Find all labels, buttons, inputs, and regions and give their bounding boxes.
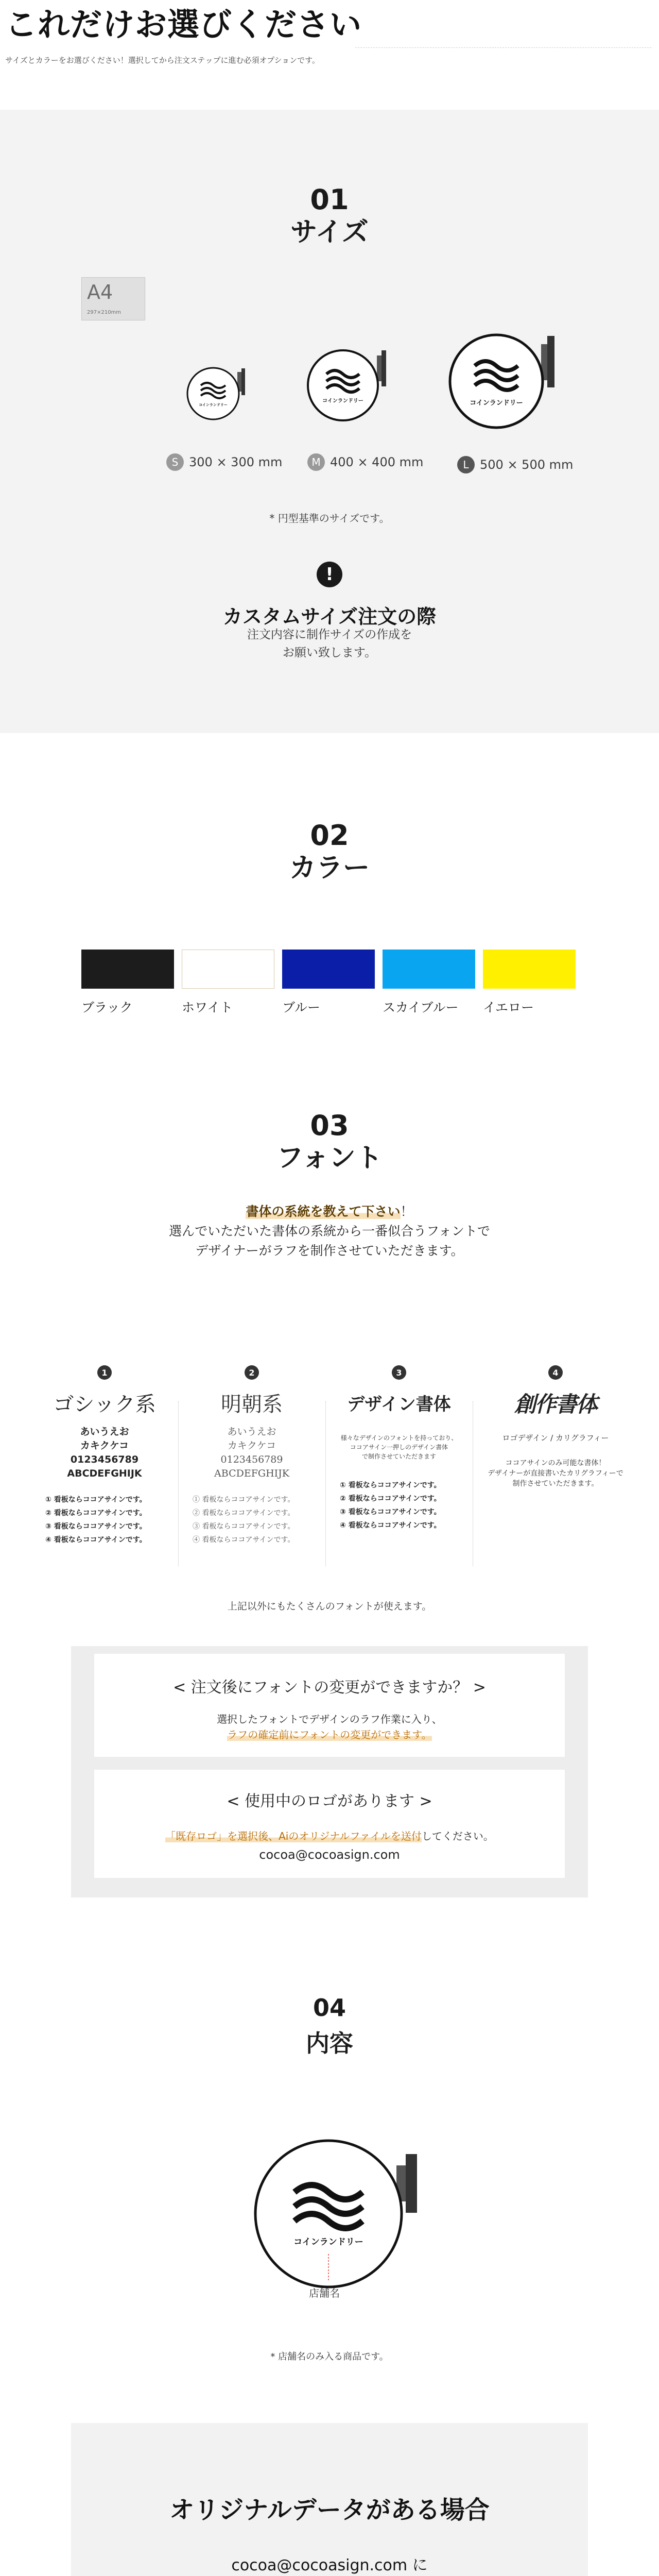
a4-reference bbox=[81, 277, 145, 320]
font-sample bbox=[31, 1425, 178, 1481]
size-label: 400 × 400 mm bbox=[330, 455, 424, 469]
sign-circle bbox=[308, 350, 378, 420]
page-subtitle: サイズとカラーをお選びください！選択してから注文ステップに進む必須オプションです。 bbox=[5, 56, 320, 65]
font-sample-item: ③ 看板ならココアサインです。 bbox=[193, 1522, 295, 1531]
section-number: 03 bbox=[310, 1109, 349, 1142]
sign-text: コインランドリー bbox=[293, 2237, 363, 2247]
font-sample-line: ABCDEFGHIJK bbox=[67, 1468, 142, 1479]
sign-circle bbox=[255, 2141, 402, 2287]
section-title: フォント bbox=[276, 1143, 383, 1174]
font-note: 上記以外にもたくさんのフォントが使えます。 bbox=[227, 1601, 432, 1612]
contents-number: 04 bbox=[313, 1994, 346, 2022]
font-number-badge: 4 bbox=[548, 1365, 563, 1380]
font-sample-item: ① 看板ならココアサインです。 bbox=[340, 1481, 441, 1489]
size-badge: S bbox=[166, 453, 184, 471]
font-sample-item: ④ 看板ならココアサインです。 bbox=[45, 1536, 147, 1544]
sign-medium-illustration bbox=[305, 340, 400, 430]
font-sample-list bbox=[31, 1493, 178, 1547]
font-sample-item: ③ 看板ならココアサインです。 bbox=[340, 1508, 441, 1516]
font-lead-line: デザイナーがラフを制作させていただきます。 bbox=[195, 1243, 464, 1258]
faq-answer-highlight bbox=[94, 1727, 565, 1742]
font-type-desc bbox=[325, 1433, 473, 1461]
font-sample-item: ④ 看板ならココアサインです。 bbox=[340, 1521, 441, 1530]
page-title: これだけお選びください bbox=[5, 6, 362, 43]
bracket-plate bbox=[547, 336, 554, 387]
faq-font-change bbox=[94, 1654, 565, 1757]
section-title: サイズ bbox=[290, 217, 369, 248]
sign-text: コインランドリー bbox=[199, 403, 228, 407]
faq-answer-highlight: 「既存ロゴ」を選択後、Aiのオリジナルファイルを送付 bbox=[165, 1830, 422, 1842]
faq-answer-line bbox=[94, 1828, 565, 1844]
contents-title: 内容 bbox=[306, 2029, 353, 2057]
size-badge: L bbox=[457, 456, 475, 473]
font-number-badge: 1 bbox=[97, 1365, 112, 1380]
color-name: イエロー bbox=[483, 1000, 534, 1015]
sign-contents-illustration bbox=[252, 2130, 435, 2300]
size-heading bbox=[0, 184, 659, 249]
font-sample-line: ABCDEFGHIJK bbox=[214, 1468, 289, 1479]
faq-email-link[interactable]: cocoa@cocoasign.com bbox=[259, 1848, 400, 1862]
bracket-plate bbox=[241, 368, 245, 395]
faq-answer-tail: してください。 bbox=[421, 1830, 494, 1842]
contents-caption: 店舗名 bbox=[309, 2287, 340, 2299]
font-sample-item: ④ 看板ならココアサインです。 bbox=[193, 1536, 295, 1544]
font-lead-emphasis-line bbox=[0, 1202, 659, 1222]
header bbox=[5, 4, 651, 65]
size-option-s[interactable] bbox=[166, 453, 282, 471]
size-note: * 円型基準のサイズです。 bbox=[269, 512, 390, 524]
faq-title: < 注文後にフォントの変更ができますか？ > bbox=[173, 1679, 486, 1697]
faq-title: < 使用中のロゴがあります > bbox=[227, 1792, 432, 1810]
faq-box bbox=[71, 1646, 588, 1897]
font-sample-item: ① 看板ならココアサインです。 bbox=[45, 1496, 147, 1504]
original-data-title: オリジナルデータがある場合 bbox=[169, 2496, 490, 2524]
font-number-badge: 3 bbox=[392, 1365, 406, 1380]
font-desc-line: 制作させていただきます。 bbox=[512, 1480, 599, 1488]
font-sample-item: ① 看板ならココアサインです。 bbox=[193, 1496, 295, 1504]
font-desc-line: で制作させていただきます bbox=[361, 1453, 436, 1460]
font-type-design[interactable] bbox=[325, 1365, 473, 1532]
font-sample bbox=[178, 1425, 325, 1481]
font-desc-line: ココアサイン一押しのデザイン書体 bbox=[350, 1444, 448, 1451]
font-desc-line: デザイナーが直接書いたカリグラフィーで bbox=[488, 1469, 623, 1478]
faq-answer-highlight-text: ラフの確定前にフォントの変更ができます。 bbox=[227, 1728, 432, 1741]
font-type-desc bbox=[482, 1458, 629, 1489]
custom-size-desc bbox=[0, 626, 659, 662]
color-swatch-yellow[interactable] bbox=[483, 950, 576, 989]
size-option-m[interactable] bbox=[307, 453, 423, 471]
color-heading bbox=[0, 820, 659, 885]
color-swatch-blue[interactable] bbox=[282, 950, 375, 989]
size-option-l[interactable] bbox=[457, 456, 573, 473]
sign-text: コインランドリー bbox=[470, 399, 523, 407]
mail-line: cocoa@cocoasign.com に bbox=[231, 2556, 428, 2574]
size-badge: M bbox=[307, 453, 325, 471]
color-name: ブルー bbox=[282, 1000, 321, 1015]
font-type-subtitle: ロゴデザイン / カリグラフィー bbox=[502, 1433, 609, 1443]
font-number-badge: 2 bbox=[245, 1365, 259, 1380]
font-desc-line: ココアサインのみ可能な書体！ bbox=[505, 1459, 606, 1467]
font-sample-item: ③ 看板ならココアサインです。 bbox=[45, 1522, 147, 1531]
faq-answer-line: 選択したフォントでデザインのラフ作業に入り、 bbox=[217, 1713, 442, 1725]
size-label: 300 × 300 mm bbox=[189, 455, 283, 469]
color-swatch-skyblue[interactable] bbox=[383, 950, 475, 989]
font-lead bbox=[0, 1202, 659, 1261]
font-sample-line: 0123456789 bbox=[220, 1454, 283, 1465]
font-type-gothic[interactable] bbox=[31, 1365, 178, 1547]
sign-circle bbox=[450, 335, 543, 428]
custom-size-desc-line: お願い致します。 bbox=[282, 646, 377, 659]
section-number: 02 bbox=[310, 819, 349, 852]
font-sample-list bbox=[178, 1493, 325, 1547]
size-label: 500 × 500 mm bbox=[480, 457, 574, 472]
font-sample-line: カキクケコ bbox=[227, 1440, 276, 1451]
font-sample-item: ② 看板ならココアサインです。 bbox=[340, 1495, 441, 1503]
font-sample-line: 0123456789 bbox=[70, 1454, 139, 1465]
original-data-mail bbox=[71, 2554, 588, 2576]
header-rule bbox=[355, 47, 651, 48]
color-name: スカイブルー bbox=[383, 1000, 459, 1015]
font-heading bbox=[0, 1110, 659, 1175]
font-sample-item: ② 看板ならココアサインです。 bbox=[45, 1509, 147, 1517]
font-desc-line: 様々なデザインのフォントを持っており、 bbox=[340, 1434, 458, 1442]
font-sample-list bbox=[325, 1479, 473, 1532]
section-number: 01 bbox=[310, 183, 349, 216]
original-data-box bbox=[71, 2423, 588, 2576]
contents-note: * 店舗名のみ入る商品です。 bbox=[270, 2351, 389, 2362]
sign-circle bbox=[187, 368, 239, 419]
font-type-title: デザイン書体 bbox=[347, 1394, 451, 1415]
color-name: ブラック bbox=[81, 1000, 133, 1015]
color-swatch-white[interactable] bbox=[182, 950, 274, 989]
font-sample-line: あいうえお bbox=[227, 1426, 276, 1437]
a4-label: A4 bbox=[87, 281, 113, 303]
font-lead-emphasis-tail: ！ bbox=[400, 1204, 413, 1219]
font-type-mincho[interactable] bbox=[178, 1365, 325, 1547]
bracket-plate bbox=[406, 2154, 417, 2213]
bracket-plate bbox=[381, 350, 386, 386]
custom-size-desc-line: 注文内容に制作サイズの作成を bbox=[247, 628, 412, 641]
font-type-title: 明朝系 bbox=[221, 1393, 283, 1416]
faq-existing-logo bbox=[94, 1770, 565, 1878]
font-sample-line: あいうえお bbox=[80, 1426, 129, 1437]
color-swatch-black[interactable] bbox=[81, 950, 174, 989]
section-title: カラー bbox=[289, 853, 370, 884]
font-lead-line: 選んでいただいた書体の系統から一番似合うフォントで bbox=[169, 1224, 490, 1239]
exclamation-icon: ! bbox=[317, 562, 342, 587]
a4-dimension: 297×210mm bbox=[87, 310, 122, 315]
custom-size-title: カスタムサイズ注文の際 bbox=[222, 605, 437, 628]
font-type-title: ゴシック系 bbox=[53, 1393, 156, 1416]
font-sample-item: ② 看板ならココアサインです。 bbox=[193, 1509, 295, 1517]
font-type-calligraphy[interactable] bbox=[482, 1365, 629, 1489]
color-name: ホワイト bbox=[182, 1000, 233, 1015]
font-sample-line: カキクケコ bbox=[80, 1440, 129, 1451]
sign-small-illustration bbox=[184, 360, 256, 427]
font-lead-emphasis: 書体の系統を教えて下さい bbox=[246, 1204, 401, 1219]
sign-large-illustration bbox=[446, 324, 577, 442]
sign-text: コインランドリー bbox=[322, 398, 363, 404]
font-type-title: 創作書体 bbox=[514, 1392, 597, 1417]
